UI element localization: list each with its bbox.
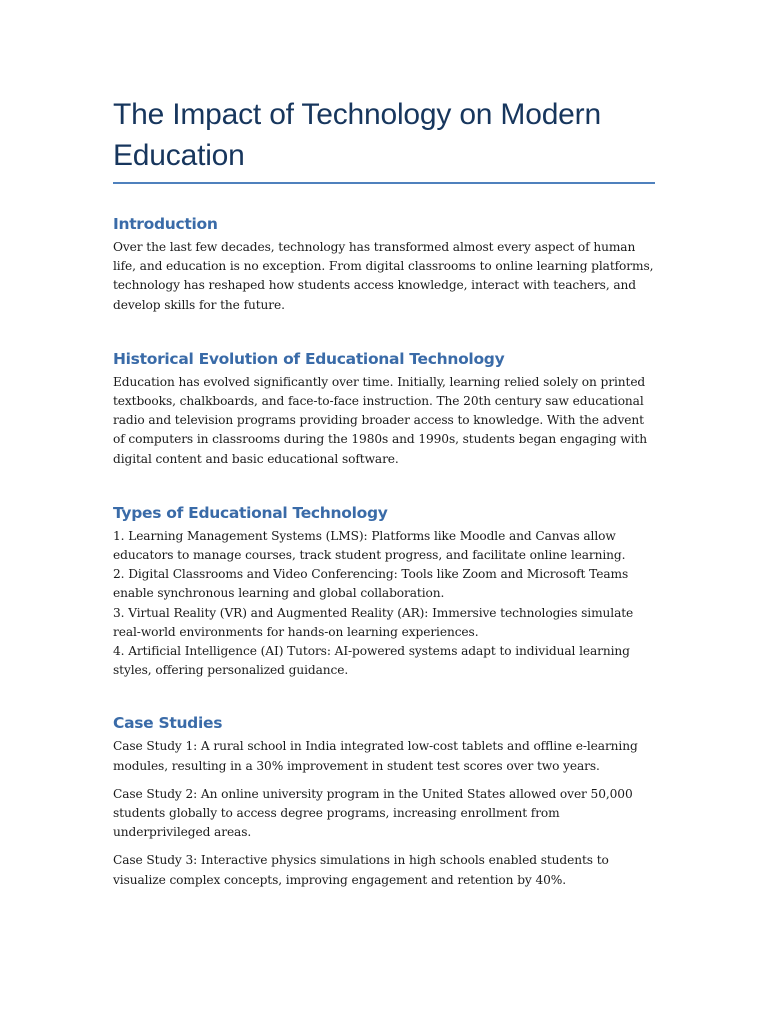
list-item: 1. Learning Management Systems (LMS): Platforms like Moodle and Canvas allow educators to manage courses, track student progress, and facilitate online learning. <box>113 528 626 563</box>
list-item: 2. Digital Classrooms and Video Conferencing: Tools like Zoom and Microsoft Teams enable synchronous learning and global collaboration. <box>113 567 629 601</box>
document-title: The Impact of Technology on Modern Education <box>113 94 655 184</box>
section-heading-history: Historical Evolution of Educational Technology <box>113 349 505 368</box>
list-item: 3. Virtual Reality (VR) and Augmented Reality (AR): Immersive technologies simulate real-world environments for hands-on learning experiences. <box>113 605 634 639</box>
case-study-paragraph: Case Study 1: A rural school in India integrated low-cost tablets and offline e-learning modules, resulting in a 30% improvement in student test scores over two years. <box>113 739 638 773</box>
case-study-paragraph: Case Study 3: Interactive physics simulations in high schools enabled students to visualize complex concepts, improving engagement and retention by 40%. <box>113 853 609 887</box>
section-heading-introduction: Introduction <box>113 215 218 233</box>
section-heading-case-studies: Case Studies <box>113 714 223 733</box>
section-types <box>113 503 655 681</box>
section-history <box>113 349 655 469</box>
section-heading-types: Types of Educational Technology <box>113 503 388 522</box>
section-case-studies <box>113 713 655 889</box>
section-introduction <box>113 214 655 315</box>
history-paragraph: Education has evolved significantly over time. Initially, learning relied solely on printed textbooks, chalkboards, and face-to-face instruction. The 20th century saw educational radio and television programs providing broader access to knowledge. With the advent of computers in classrooms during the 1980s and 1990s, students began engaging with digital content and basic educational software. <box>113 374 647 466</box>
introduction-paragraph: Over the last few decades, technology has transformed almost every aspect of human life, and education is no exception. From digital classrooms to online learning platforms, technology has reshaped how students access knowledge, interact with teachers, and develop skills for the future. <box>113 240 654 312</box>
list-item: 4. Artificial Intelligence (AI) Tutors: AI-powered systems adapt to individual learning styles, offering personalized guidance. <box>113 644 630 678</box>
case-study-paragraph: Case Study 2: An online university program in the United States allowed over 50,000 students globally to access degree programs, increasing enrollment from underprivileged areas. <box>113 786 633 840</box>
